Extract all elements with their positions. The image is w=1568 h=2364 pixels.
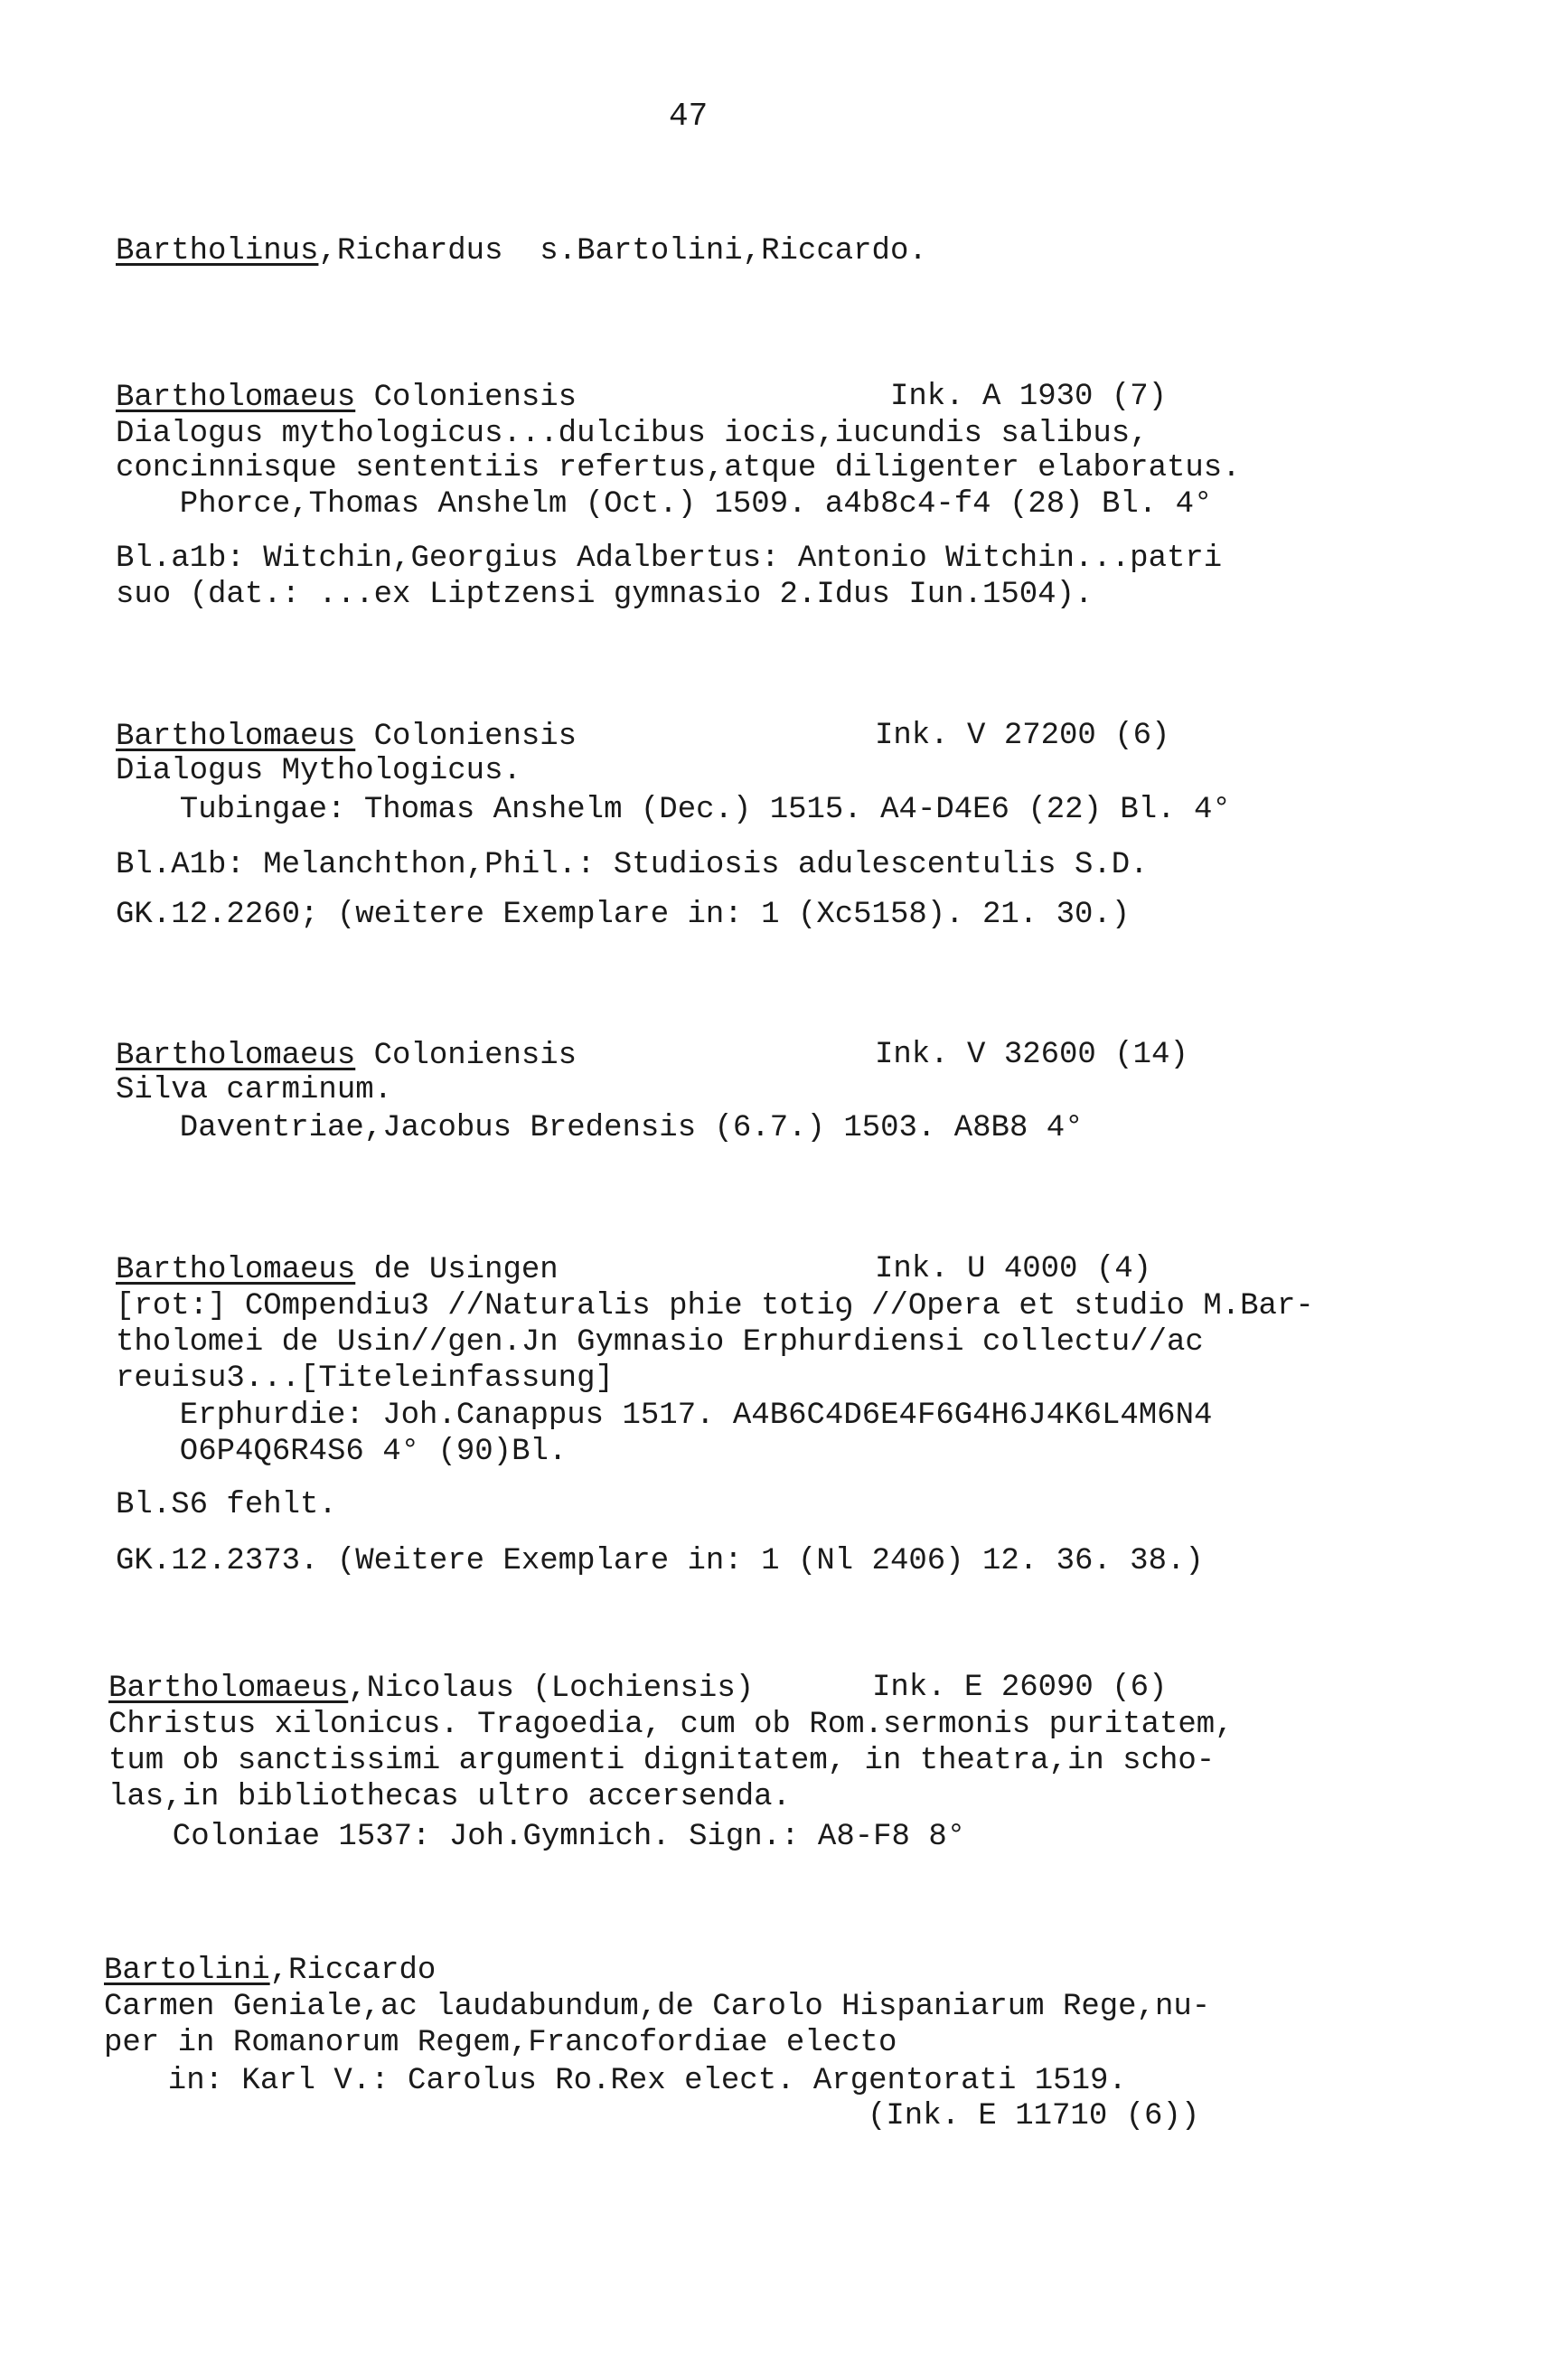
entry-note: suo (dat.: ...ex Liptzensi gymnasio 2.Idus Iun.1504). [116, 578, 1094, 612]
page-number: 47 [669, 98, 709, 135]
entry-heading [116, 233, 927, 269]
entry-line: in: Karl V.: Carolus Ro.Rex elect. Argentorati 1519. [131, 2064, 1127, 2098]
entry-heading [116, 1038, 577, 1074]
heading-name: Bartolini [104, 1954, 270, 1988]
entry-heading [104, 1953, 436, 1989]
entry-line: Daventriae,Jacobus Bredensis (6.7.) 1503. A8B8 4° [143, 1111, 1084, 1145]
heading-name: Bartholomaeus [116, 1253, 356, 1287]
heading-rest: Coloniensis [355, 1039, 577, 1073]
entry-line: las,in bibliothecas ultro accersenda. [108, 1780, 791, 1814]
entry-line: Phorce,Thomas Anshelm (Oct.) 1509. a4b8c4-f4 (28) Bl. 4° [143, 487, 1213, 522]
entry-line: Dialogus Mythologicus. [116, 754, 521, 788]
entry-heading [108, 1671, 754, 1707]
entry-line: Carmen Geniale,ac laudabundum,de Carolo Hispaniarum Rege,nu- [104, 1990, 1211, 2024]
entry-line: Tubingae: Thomas Anshelm (Dec.) 1515. A4-D4E6 (22) Bl. 4° [143, 793, 1231, 827]
heading-rest: ,Riccardo [269, 1954, 437, 1988]
heading-name: Bartholomaeus [116, 720, 356, 754]
heading-rest: ,Nicolaus (Lochiensis) [348, 1672, 755, 1706]
entry-line: concinnisque sententiis refertus,atque diligenter elaboratus. [116, 451, 1241, 485]
entry-line: [rot:] COmpendiu3 //Naturalis phie totiꝯ //Opera et studio M.Bar- [116, 1289, 1314, 1323]
heading-name: Bartholomaeus [108, 1672, 349, 1706]
shelfmark: Ink. V 32600 (14) [875, 1038, 1188, 1072]
heading-rest: Coloniensis [355, 720, 577, 754]
entry-note: GK.12.2373. (Weitere Exemplare in: 1 (Nl 2406) 12. 36. 38.) [116, 1544, 1204, 1578]
entry-note: Bl.A1b: Melanchthon,Phil.: Studiosis adulescentulis S.D. [116, 848, 1149, 882]
shelfmark: Ink. A 1930 (7) [890, 380, 1168, 414]
entry-line: reuisu3...[Titeleinfassung] [116, 1361, 614, 1396]
entry-line: Coloniae 1537: Joh.Gymnich. Sign.: A8-F8 8° [136, 1820, 966, 1854]
shelfmark: Ink. E 26090 (6) [872, 1671, 1168, 1705]
entry-line: O6P4Q6R4S6 4° (90)Bl. [143, 1435, 568, 1469]
heading-rest: Coloniensis [355, 381, 577, 415]
entry-heading [116, 380, 577, 416]
entry-note: Bl.a1b: Witchin,Georgius Adalbertus: Antonio Witchin...patri [116, 542, 1223, 576]
heading-name: Bartholomaeus [116, 1039, 356, 1073]
heading-name: Bartholomaeus [116, 381, 356, 415]
entry-line: tum ob sanctissimi argumenti dignitatem, in theatra,in scho- [108, 1744, 1216, 1778]
shelfmark: Ink. U 4000 (4) [875, 1252, 1152, 1286]
shelfmark: (Ink. E 11710 (6)) [868, 2099, 1200, 2133]
entry-line: tholomei de Usin//gen.Jn Gymnasio Erphurdiensi collectu//ac [116, 1325, 1204, 1360]
entry-line: Erphurdie: Joh.Canappus 1517. A4B6C4D6E4F6G4H6J4K6L4M6N4 [143, 1399, 1213, 1433]
heading-rest: ,Richardus s.Bartolini,Riccardo. [318, 234, 927, 268]
entry-line: Christus xilonicus. Tragoedia, cum ob Rom.sermonis puritatem, [108, 1708, 1234, 1742]
entry-heading [116, 719, 577, 755]
shelfmark: Ink. V 27200 (6) [875, 719, 1170, 753]
heading-rest: de Usingen [355, 1253, 559, 1287]
heading-name: Bartholinus [116, 234, 319, 268]
entry-note: Bl.S6 fehlt. [116, 1488, 337, 1522]
entry-note: GK.12.2260; (weitere Exemplare in: 1 (Xc5158). 21. 30.) [116, 898, 1131, 932]
entry-line: Silva carminum. [116, 1073, 393, 1107]
entry-line: per in Romanorum Regem,Francofordiae electo [104, 2026, 897, 2060]
entry-heading [116, 1252, 559, 1288]
entry-line: Dialogus mythologicus...dulcibus iocis,iucundis salibus, [116, 417, 1149, 451]
